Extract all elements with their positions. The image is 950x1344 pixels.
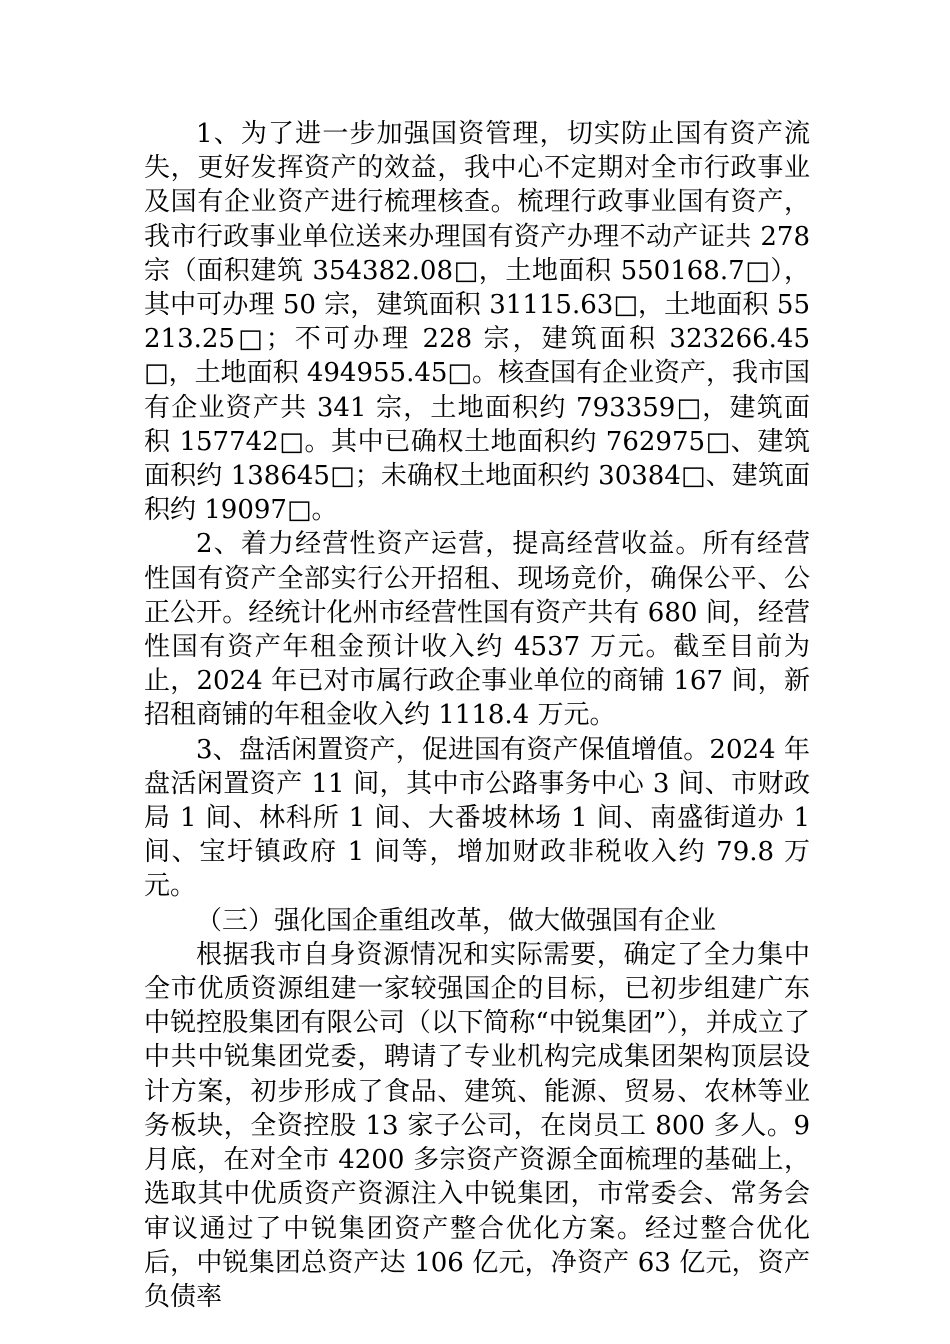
paragraph-group-restructuring: 根据我市自身资源情况和实际需要，确定了全力集中全市优质资源组建一家较强国企的目标，已初步组建广东中锐控股集团有限公司（以下简称“中锐集团”），并成立了中共中锐集团党委，聘请了专业机构完成集团架构顶层设计方案，初步形成了食品、建筑、能源、贸易、农林等业务板块，全资控股 13 家子公司，在岗员工 800 多人。9 月底，在对全市 4200 多宗资产资源全面梳理的基础上，选取其中优质资产资源注入中锐集团，市常委会、常务会审议通过了中锐集团资产整合优化方案。经过整合优化后，中锐集团总资产达 106 亿元，净资产 63 亿元，资产负债率 <box>144 939 810 1312</box>
paragraph-idle-assets: 3、盘活闲置资产，促进国有资产保值增值。2024 年盘活闲置资产 11 间，其中市公路事务中心 3 间、市财政局 1 间、林科所 1 间、大番坡林场 1 间、南盛街道办 1 间、宝圩镇政府 1 间等，增加财政非税收入约 79.8 万元。 <box>144 734 810 902</box>
paragraph-state-asset-review: 1、为了进一步加强国资管理，切实防止国有资产流失，更好发挥资产的效益，我中心不定期对全市行政事业及国有企业资产进行梳理核查。梳理行政事业国有资产，我市行政事业单位送来办理国有资产办理不动产证共 278 宗（面积建筑 354382.08□，土地面积 550168.7□），其中可办理 50 宗，建筑面积 31115.63□，土地面积 55213.25□；不可办理 228 宗，建筑面积 323266.45□，土地面积 494955.45□。核查国有企业资产，我市国有企业资产共 341 宗，土地面积约 793359□，建筑面积 157742□。其中已确权土地面积约 762975□、建筑面积约 138645□；未确权土地面积约 30384□、建筑面积约 19097□。 <box>144 119 810 526</box>
document-page <box>144 117 810 1314</box>
section-heading: （三）强化国企重组改革，做大做强国有企业 <box>196 905 717 936</box>
paragraph-operating-assets: 2、着力经营性资产运营，提高经营收益。所有经营性国有资产全部实行公开招租、现场竞价，确保公平、公正公开。经统计化州市经营性国有资产共有 680 间，经营性国有资产年租金预计收入约 4537 万元。截至目前为止，2024 年已对市属行政企事业单位的商铺 167 间，新招租商铺的年租金收入约 1118.4 万元。 <box>144 529 810 731</box>
